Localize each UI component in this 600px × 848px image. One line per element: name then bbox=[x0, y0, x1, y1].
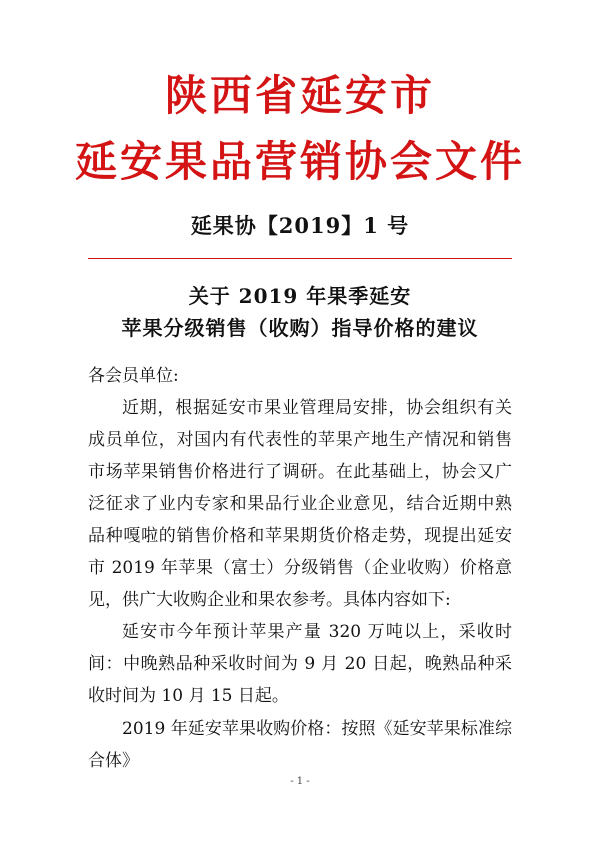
document-number: 延果协【2019】1 号 bbox=[190, 213, 410, 238]
issuer-title-line2: 延安果品营销协会文件 bbox=[74, 137, 525, 186]
subject-title-line2: 苹果分级销售（收购）指导价格的建议 bbox=[121, 316, 479, 340]
subject-title-line1: 关于 2019 年果季延安 bbox=[188, 284, 412, 308]
body-paragraph-3: 2019 年延安苹果收购价格：按照《延安苹果标准综合体》 bbox=[88, 719, 512, 771]
salutation: 各会员单位: bbox=[88, 366, 179, 386]
body-paragraph-2: 延安市今年预计苹果产量 320 万吨以上，采收时间：中晚熟品种采收时间为 9 月 20 日起，晚熟品种采收时间为 10 月 15 日起。 bbox=[88, 622, 512, 706]
body-paragraph-1: 近期，根据延安市果业管理局安排，协会组织有关成员单位，对国内有代表性的苹果产地生产情况和销售市场苹果销售价格进行了调研。在此基础上，协会又广泛征求了业内专家和果品行业企业意见，结合近期中熟品种嘎啦的销售价格和苹果期货价格走势，现提出延安市 2019 年苹果（富士）分级销售（企业收购）价格意见，供广大收购企业和果农参考。具体内容如下: bbox=[88, 398, 512, 610]
red-divider bbox=[88, 258, 512, 259]
issuer-title-line1: 陕西省延安市 bbox=[164, 71, 435, 120]
page-number: - 1 - bbox=[290, 776, 310, 787]
